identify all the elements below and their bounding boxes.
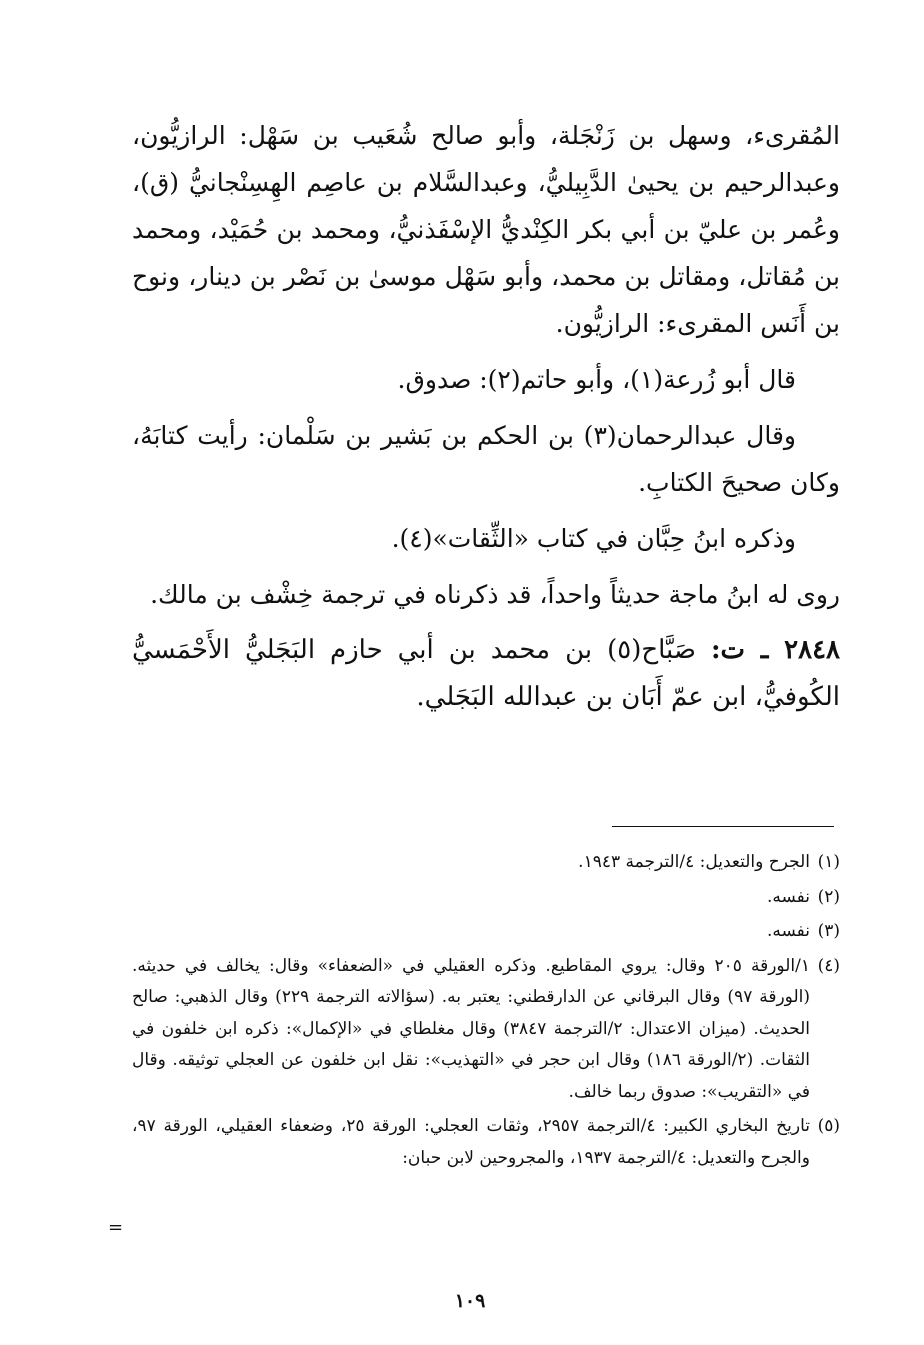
footnote-separator — [612, 826, 834, 827]
footnote-text: الجرح والتعديل: ٤/الترجمة ١٩٤٣. — [578, 852, 810, 872]
footnote-number: (٢) — [817, 886, 840, 907]
entry-heading: صَبَّاح(٥) بن محمد بن أبي حازم البَجَليُّ الأَحْمَسيُّ الكُوفيُّ، ابن عمّ أَبَان بن عبدالله البَجَلي. — [132, 635, 840, 712]
footnote-text: نفسه. — [766, 886, 810, 907]
footnote-text: ١/الورقة ٢٠٥ وقال: يروي المقاطيع. وذكره العقيلي في «الضعفاء» وقال: يخالف في حديثه. (الورقة ٩٧) وقال البرقاني عن الدارقطني: يعتبر به. (سؤالاته الترجمة ٢٢٩) وقال الذهبي: صالح الحديث. (ميزان الاعتدال: ٢/الترجمة ٣٨٤٧) وقال مغلطاي في «الإكمال»: ذكره ابن خلفون في الثقات. (٢/الورقة ١٨٦) وقال ابن حجر في «التهذيب»: نقل ابن خلفون عن العجلي توثيقه. وقال في «التقريب»: صدوق ربما خالف. — [132, 955, 811, 1102]
footnote-text: نفسه. — [766, 921, 810, 941]
footnote — [132, 916, 840, 948]
footnote-number: (٤) — [817, 955, 840, 976]
main-text — [132, 112, 840, 730]
paragraph-ibn-majah: روى له ابنُ ماجة حديثاً واحداً، قد ذكرناه في ترجمة خِشْف بن مالك. — [150, 580, 840, 609]
biography-entry — [132, 627, 840, 721]
footnote — [132, 882, 840, 914]
continuation-mark: = — [108, 1217, 124, 1238]
paragraph-ibn-hibban: وذكره ابنُ حِبَّان في كتاب «الثِّقات»(٤). — [391, 524, 796, 553]
footnotes — [132, 847, 840, 1177]
footnote — [132, 847, 840, 879]
footnote — [132, 1111, 840, 1174]
paragraph-narrators: المُقرىء، وسهل بن زَنْجَلة، وأبو صالح شُعَيب بن سَهْل: الرازيُّون، وعبدالرحيم بن يحيىٰ الدَّبِيليُّ، وعبدالسَّلام بن عاصِم الهِسِنْجانيُّ (ق)، وعُمر بن عليّ بن أبي بكر الكِنْديُّ الإسْفَذنيُّ، ومحمد بن حُمَيْد، ومحمد بن مُقاتل، ومقاتل بن محمد، وأبو سَهْل موسىٰ بن نَصْر بن دينار، ونوح بن أَنَس المقرىء: الرازيُّون. — [132, 121, 840, 338]
footnote-number: (٣) — [817, 921, 840, 941]
paragraph-abdulrahman: وقال عبدالرحمان(٣) بن الحكم بن بَشير بن سَلْمان: رأيت كتابَهُ، وكان صحيحَ الكتابِ. — [132, 421, 840, 497]
footnote — [132, 951, 840, 1109]
footnote-number: (٥) — [817, 1116, 840, 1136]
paragraph-abu-zura: قال أبو زُرعة(١)، وأبو حاتم(٢): صدوق. — [397, 365, 796, 394]
entry-number: ٢٨٤٨ ـ ت: — [710, 635, 840, 665]
footnote-number: (١) — [817, 852, 840, 872]
footnote-text: تاريخ البخاري الكبير: ٤/الترجمة ٢٩٥٧، وثقات العجلي: الورقة ٢٥، وضعفاء العقيلي، الورقة ٩٧، والجرح والتعديل: ٤/الترجمة ١٩٣٧، والمجروحين لابن حبان: — [132, 1116, 810, 1168]
page-number: ١٠٩ — [454, 1290, 486, 1312]
